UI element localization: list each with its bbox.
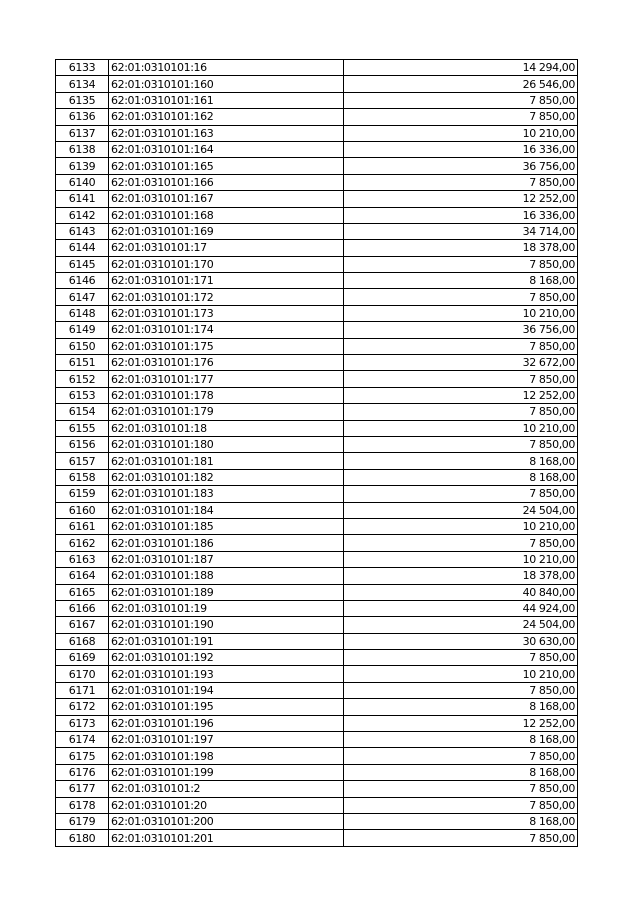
cadastral-number-cell: 62:01:0310101:188 — [109, 568, 344, 584]
amount-cell: 24 504,00 — [344, 617, 578, 633]
table-row — [56, 338, 578, 354]
amount-cell: 10 210,00 — [344, 551, 578, 567]
cadastral-number-cell: 62:01:0310101:17 — [109, 240, 344, 256]
row-number-cell: 6152 — [56, 371, 109, 387]
cadastral-number-cell: 62:01:0310101:192 — [109, 650, 344, 666]
row-number-cell: 6153 — [56, 387, 109, 403]
amount-cell: 7 850,00 — [344, 486, 578, 502]
cadastral-number-cell: 62:01:0310101:170 — [109, 256, 344, 272]
amount-cell: 32 672,00 — [344, 355, 578, 371]
cadastral-number-cell: 62:01:0310101:20 — [109, 797, 344, 813]
amount-cell: 7 850,00 — [344, 338, 578, 354]
row-number-cell: 6138 — [56, 141, 109, 157]
row-number-cell: 6180 — [56, 830, 109, 846]
row-number-cell: 6158 — [56, 469, 109, 485]
cadastral-number-cell: 62:01:0310101:193 — [109, 666, 344, 682]
table-row — [56, 158, 578, 174]
table-row — [56, 305, 578, 321]
cadastral-number-cell: 62:01:0310101:160 — [109, 76, 344, 92]
amount-cell: 10 210,00 — [344, 305, 578, 321]
amount-cell: 12 252,00 — [344, 191, 578, 207]
cadastral-number-cell: 62:01:0310101:162 — [109, 109, 344, 125]
cadastral-number-cell: 62:01:0310101:183 — [109, 486, 344, 502]
row-number-cell: 6173 — [56, 715, 109, 731]
row-number-cell: 6168 — [56, 633, 109, 649]
amount-cell: 12 252,00 — [344, 715, 578, 731]
row-number-cell: 6170 — [56, 666, 109, 682]
cadastral-number-cell: 62:01:0310101:200 — [109, 813, 344, 829]
row-number-cell: 6165 — [56, 584, 109, 600]
amount-cell: 36 756,00 — [344, 158, 578, 174]
cadastral-number-cell: 62:01:0310101:197 — [109, 732, 344, 748]
table-row — [56, 699, 578, 715]
table-row — [56, 141, 578, 157]
cadastral-number-cell: 62:01:0310101:180 — [109, 436, 344, 452]
cadastral-number-cell: 62:01:0310101:175 — [109, 338, 344, 354]
table-row — [56, 518, 578, 534]
amount-cell: 14 294,00 — [344, 60, 578, 76]
table-row — [56, 436, 578, 452]
amount-cell: 10 210,00 — [344, 420, 578, 436]
amount-cell: 7 850,00 — [344, 781, 578, 797]
row-number-cell: 6134 — [56, 76, 109, 92]
row-number-cell: 6160 — [56, 502, 109, 518]
cadastral-number-cell: 62:01:0310101:185 — [109, 518, 344, 534]
amount-cell: 26 546,00 — [344, 76, 578, 92]
row-number-cell: 6163 — [56, 551, 109, 567]
table-row — [56, 371, 578, 387]
cadastral-number-cell: 62:01:0310101:191 — [109, 633, 344, 649]
table-row — [56, 584, 578, 600]
row-number-cell: 6174 — [56, 732, 109, 748]
row-number-cell: 6155 — [56, 420, 109, 436]
table-row — [56, 748, 578, 764]
row-number-cell: 6171 — [56, 682, 109, 698]
table-row — [56, 420, 578, 436]
cadastral-number-cell: 62:01:0310101:173 — [109, 305, 344, 321]
row-number-cell: 6151 — [56, 355, 109, 371]
table-row — [56, 568, 578, 584]
amount-cell: 7 850,00 — [344, 436, 578, 452]
row-number-cell: 6136 — [56, 109, 109, 125]
table-row — [56, 125, 578, 141]
row-number-cell: 6135 — [56, 92, 109, 108]
row-number-cell: 6154 — [56, 404, 109, 420]
table-row — [56, 486, 578, 502]
row-number-cell: 6159 — [56, 486, 109, 502]
table-row — [56, 387, 578, 403]
amount-cell: 8 168,00 — [344, 273, 578, 289]
table-row — [56, 404, 578, 420]
table-row — [56, 76, 578, 92]
table-row — [56, 830, 578, 846]
amount-cell: 12 252,00 — [344, 387, 578, 403]
table-row — [56, 797, 578, 813]
cadastral-number-cell: 62:01:0310101:186 — [109, 535, 344, 551]
amount-cell: 44 924,00 — [344, 600, 578, 616]
table-row — [56, 502, 578, 518]
amount-cell: 16 336,00 — [344, 141, 578, 157]
cadastral-number-cell: 62:01:0310101:174 — [109, 322, 344, 338]
cadastral-number-cell: 62:01:0310101:195 — [109, 699, 344, 715]
row-number-cell: 6166 — [56, 600, 109, 616]
amount-cell: 10 210,00 — [344, 518, 578, 534]
amount-cell: 8 168,00 — [344, 453, 578, 469]
amount-cell: 7 850,00 — [344, 830, 578, 846]
cadastral-number-cell: 62:01:0310101:178 — [109, 387, 344, 403]
cadastral-number-cell: 62:01:0310101:168 — [109, 207, 344, 223]
table-row — [56, 650, 578, 666]
table-row — [56, 469, 578, 485]
table-row — [56, 732, 578, 748]
cadastral-number-cell: 62:01:0310101:184 — [109, 502, 344, 518]
row-number-cell: 6169 — [56, 650, 109, 666]
row-number-cell: 6139 — [56, 158, 109, 174]
cadastral-number-cell: 62:01:0310101:166 — [109, 174, 344, 190]
table-row — [56, 60, 578, 76]
table-row — [56, 223, 578, 239]
amount-cell: 7 850,00 — [344, 371, 578, 387]
row-number-cell: 6175 — [56, 748, 109, 764]
row-number-cell: 6149 — [56, 322, 109, 338]
cadastral-number-cell: 62:01:0310101:187 — [109, 551, 344, 567]
row-number-cell: 6140 — [56, 174, 109, 190]
table-row — [56, 92, 578, 108]
table-row — [56, 355, 578, 371]
table-row — [56, 109, 578, 125]
cadastral-number-cell: 62:01:0310101:190 — [109, 617, 344, 633]
row-number-cell: 6137 — [56, 125, 109, 141]
amount-cell: 7 850,00 — [344, 748, 578, 764]
amount-cell: 18 378,00 — [344, 240, 578, 256]
table-row — [56, 666, 578, 682]
amount-cell: 36 756,00 — [344, 322, 578, 338]
row-number-cell: 6133 — [56, 60, 109, 76]
amount-cell: 7 850,00 — [344, 535, 578, 551]
row-number-cell: 6141 — [56, 191, 109, 207]
cadastral-number-cell: 62:01:0310101:171 — [109, 273, 344, 289]
row-number-cell: 6144 — [56, 240, 109, 256]
table-body — [56, 60, 578, 847]
amount-cell: 7 850,00 — [344, 109, 578, 125]
cadastral-number-cell: 62:01:0310101:161 — [109, 92, 344, 108]
row-number-cell: 6145 — [56, 256, 109, 272]
amount-cell: 8 168,00 — [344, 764, 578, 780]
row-number-cell: 6147 — [56, 289, 109, 305]
amount-cell: 7 850,00 — [344, 256, 578, 272]
row-number-cell: 6157 — [56, 453, 109, 469]
table-row — [56, 551, 578, 567]
amount-cell: 10 210,00 — [344, 125, 578, 141]
table-row — [56, 715, 578, 731]
amount-cell: 7 850,00 — [344, 289, 578, 305]
cadastral-number-cell: 62:01:0310101:167 — [109, 191, 344, 207]
table-row — [56, 453, 578, 469]
row-number-cell: 6172 — [56, 699, 109, 715]
amount-cell: 8 168,00 — [344, 699, 578, 715]
row-number-cell: 6161 — [56, 518, 109, 534]
cadastral-number-cell: 62:01:0310101:16 — [109, 60, 344, 76]
cadastral-number-cell: 62:01:0310101:163 — [109, 125, 344, 141]
row-number-cell: 6142 — [56, 207, 109, 223]
amount-cell: 34 714,00 — [344, 223, 578, 239]
table-row — [56, 322, 578, 338]
cadastral-number-cell: 62:01:0310101:172 — [109, 289, 344, 305]
row-number-cell: 6143 — [56, 223, 109, 239]
row-number-cell: 6176 — [56, 764, 109, 780]
table-row — [56, 256, 578, 272]
table-row — [56, 813, 578, 829]
amount-cell: 24 504,00 — [344, 502, 578, 518]
cadastral-number-cell: 62:01:0310101:165 — [109, 158, 344, 174]
amount-cell: 8 168,00 — [344, 469, 578, 485]
document-table-container — [55, 59, 577, 847]
amount-cell: 8 168,00 — [344, 813, 578, 829]
amount-cell: 30 630,00 — [344, 633, 578, 649]
row-number-cell: 6179 — [56, 813, 109, 829]
table-row — [56, 781, 578, 797]
cadastral-number-cell: 62:01:0310101:176 — [109, 355, 344, 371]
table-row — [56, 764, 578, 780]
table-row — [56, 273, 578, 289]
row-number-cell: 6150 — [56, 338, 109, 354]
row-number-cell: 6156 — [56, 436, 109, 452]
cadastral-table — [55, 59, 578, 847]
table-row — [56, 191, 578, 207]
table-row — [56, 617, 578, 633]
row-number-cell: 6167 — [56, 617, 109, 633]
table-row — [56, 682, 578, 698]
amount-cell: 8 168,00 — [344, 732, 578, 748]
cadastral-number-cell: 62:01:0310101:18 — [109, 420, 344, 436]
amount-cell: 40 840,00 — [344, 584, 578, 600]
table-row — [56, 174, 578, 190]
cadastral-number-cell: 62:01:0310101:182 — [109, 469, 344, 485]
row-number-cell: 6162 — [56, 535, 109, 551]
cadastral-number-cell: 62:01:0310101:179 — [109, 404, 344, 420]
cadastral-number-cell: 62:01:0310101:196 — [109, 715, 344, 731]
table-row — [56, 240, 578, 256]
table-row — [56, 535, 578, 551]
amount-cell: 18 378,00 — [344, 568, 578, 584]
amount-cell: 10 210,00 — [344, 666, 578, 682]
row-number-cell: 6148 — [56, 305, 109, 321]
amount-cell: 7 850,00 — [344, 682, 578, 698]
cadastral-number-cell: 62:01:0310101:198 — [109, 748, 344, 764]
table-row — [56, 600, 578, 616]
cadastral-number-cell: 62:01:0310101:181 — [109, 453, 344, 469]
cadastral-number-cell: 62:01:0310101:194 — [109, 682, 344, 698]
cadastral-number-cell: 62:01:0310101:169 — [109, 223, 344, 239]
table-row — [56, 207, 578, 223]
amount-cell: 7 850,00 — [344, 797, 578, 813]
cadastral-number-cell: 62:01:0310101:199 — [109, 764, 344, 780]
row-number-cell: 6178 — [56, 797, 109, 813]
table-row — [56, 289, 578, 305]
cadastral-number-cell: 62:01:0310101:2 — [109, 781, 344, 797]
row-number-cell: 6177 — [56, 781, 109, 797]
cadastral-number-cell: 62:01:0310101:177 — [109, 371, 344, 387]
amount-cell: 7 850,00 — [344, 404, 578, 420]
amount-cell: 7 850,00 — [344, 174, 578, 190]
amount-cell: 7 850,00 — [344, 92, 578, 108]
row-number-cell: 6164 — [56, 568, 109, 584]
amount-cell: 16 336,00 — [344, 207, 578, 223]
cadastral-number-cell: 62:01:0310101:19 — [109, 600, 344, 616]
cadastral-number-cell: 62:01:0310101:201 — [109, 830, 344, 846]
row-number-cell: 6146 — [56, 273, 109, 289]
cadastral-number-cell: 62:01:0310101:164 — [109, 141, 344, 157]
cadastral-number-cell: 62:01:0310101:189 — [109, 584, 344, 600]
amount-cell: 7 850,00 — [344, 650, 578, 666]
table-row — [56, 633, 578, 649]
